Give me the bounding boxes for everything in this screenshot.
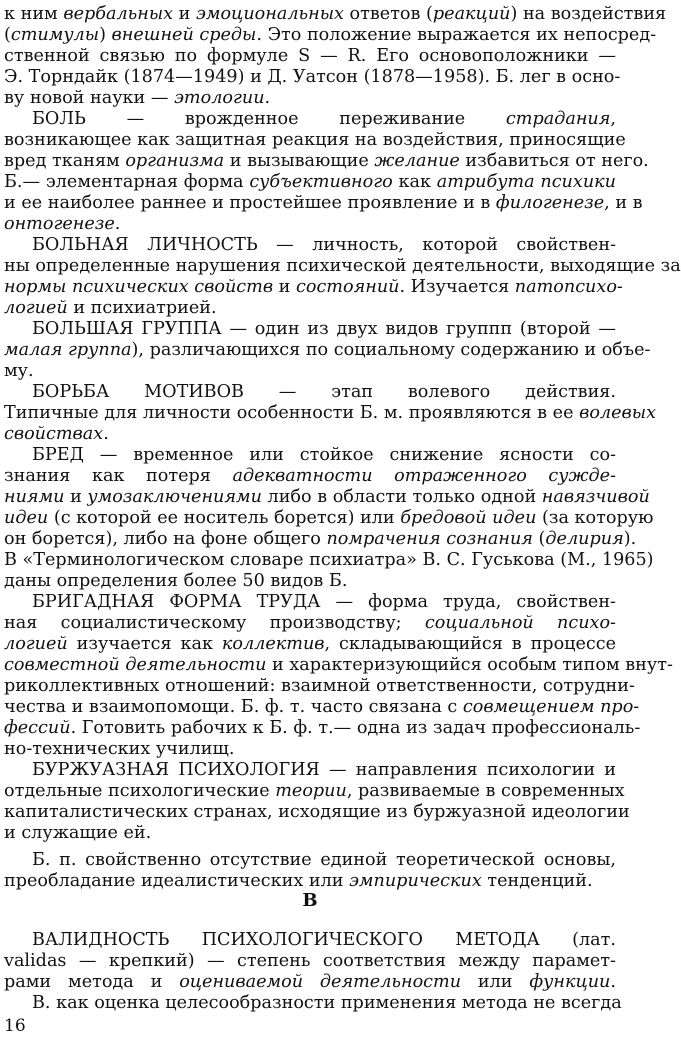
dictionary-page (4, 0, 681, 1038)
text-line: фессий. Готовить рабочих к Б. ф. т.— одна из задач профессиональ- (4, 718, 641, 738)
text-line: преобладание идеалистических или эмпирических тенденций. (4, 871, 593, 891)
text-line: идеи (с которой ее носитель борется) или бредовой идеи (за которую (4, 508, 654, 528)
entry-heading-bred: БРЕД — временное или стойкое снижение ясности со- (32, 445, 616, 465)
entry-heading-validnost: ВАЛИДНОСТЬ ПСИХОЛОГИЧЕСКОГО МЕТОДА (лат. (32, 930, 616, 950)
text-line: ны определенные нарушения психической деятельности, выходящие за (4, 256, 681, 276)
page-number: 16 (4, 1016, 26, 1036)
text-line: малая группа), различающихся по социальному содержанию и объе- (4, 340, 651, 360)
text-line: и ее наиболее раннее и простейшее проявление и в филогенезе, и в (4, 193, 643, 213)
section-letter-heading: В (302, 890, 318, 911)
text-line: даны определения более 50 видов Б. (4, 571, 348, 591)
text-line: риколлективных отношений: взаимной ответственности, сотрудни- (4, 676, 635, 696)
entry-heading-borba-motivov: БОРЬБА МОТИВОВ — этап волевого действия. (32, 382, 616, 402)
text-line: капиталистических странах, исходящие из буржуазной идеологии (4, 802, 630, 822)
text-line: логией изучается как коллектив, складывающийся в процессе (4, 634, 617, 654)
text-line: В. как оценка целесообразности применения метода не всегда (32, 993, 622, 1013)
text-line: свойствах. (4, 424, 109, 444)
text-line: Типичные для личности особенности Б. м. проявляются в ее волевых (4, 403, 657, 423)
entry-heading-brigadnaya-forma-truda: БРИГАДНАЯ ФОРМА ТРУДА — форма труда, свойствен- (32, 592, 616, 612)
text-line: вред тканям организма и вызывающие желание избавиться от него. (4, 151, 649, 171)
text-line: но-технических училищ. (4, 739, 235, 759)
text-line: Б.— элементарная форма субъективного как атрибута психики (4, 172, 616, 192)
text-line: Б. п. свойственно отсутствие единой теоретической основы, (32, 850, 616, 870)
text-line: ственной связью по формуле S — R. Его основоположники — (4, 46, 616, 66)
text-line: рами метода и оцениваемой деятельности или функции. (4, 972, 616, 992)
text-line: к ним вербальных и эмоциональных ответов (реакций) на воздействия (4, 4, 667, 24)
text-line: Э. Торндайк (1874—1949) и Д. Уатсон (1878—1958). Б. лег в осно- (4, 67, 621, 87)
text-line: логией и психиатрией. (4, 298, 217, 318)
text-line: В «Терминологическом словаре психиатра» В. С. Гуськова (М., 1965) (4, 550, 654, 570)
text-line: возникающее как защитная реакция на воздействия, приносящие (4, 130, 626, 150)
text-line: совместной деятельности и характеризующийся особым типом внут- (4, 655, 673, 675)
text-line: и служащие ей. (4, 823, 152, 843)
text-line: validas — крепкий) — степень соответствия между парамет- (4, 951, 616, 971)
text-line: отдельные психологические теории, развиваемые в современных (4, 781, 625, 801)
text-line: (стимулы) внешней среды. Это положение выражается их непосред- (4, 25, 657, 45)
text-line: чества и взаимопомощи. Б. ф. т. часто связана с совмещением про- (4, 697, 640, 717)
text-line: ниями и умозаключениями либо в области только одной навязчивой (4, 487, 650, 507)
text-line: ву новой науки — этологии. (4, 88, 271, 108)
text-line: онтогенезе. (4, 214, 121, 234)
text-line: ная социалистическому производству; социальной психо- (4, 613, 617, 633)
text-line: нормы психических свойств и состояний. Изучается патопсихо- (4, 277, 623, 297)
text-line: знания как потеря адекватности отраженного сужде- (4, 466, 616, 486)
entry-heading-bol: БОЛЬ — врожденное переживание страдания, (32, 109, 616, 129)
entry-heading-bolshaya-gruppa: БОЛЬШАЯ ГРУППА — один из двух видов группп (второй — (32, 319, 616, 339)
text-line: он борется), либо на фоне общего помрачения сознания (делирия). (4, 529, 637, 549)
entry-heading-bolnaya-lichnost: БОЛЬНАЯ ЛИЧНОСТЬ — личность, которой свойствен- (32, 235, 616, 255)
entry-heading-burzhuaznaya-psihologiya: БУРЖУАЗНАЯ ПСИХОЛОГИЯ — направления психологии и (32, 760, 616, 780)
text-line: му. (4, 361, 34, 381)
